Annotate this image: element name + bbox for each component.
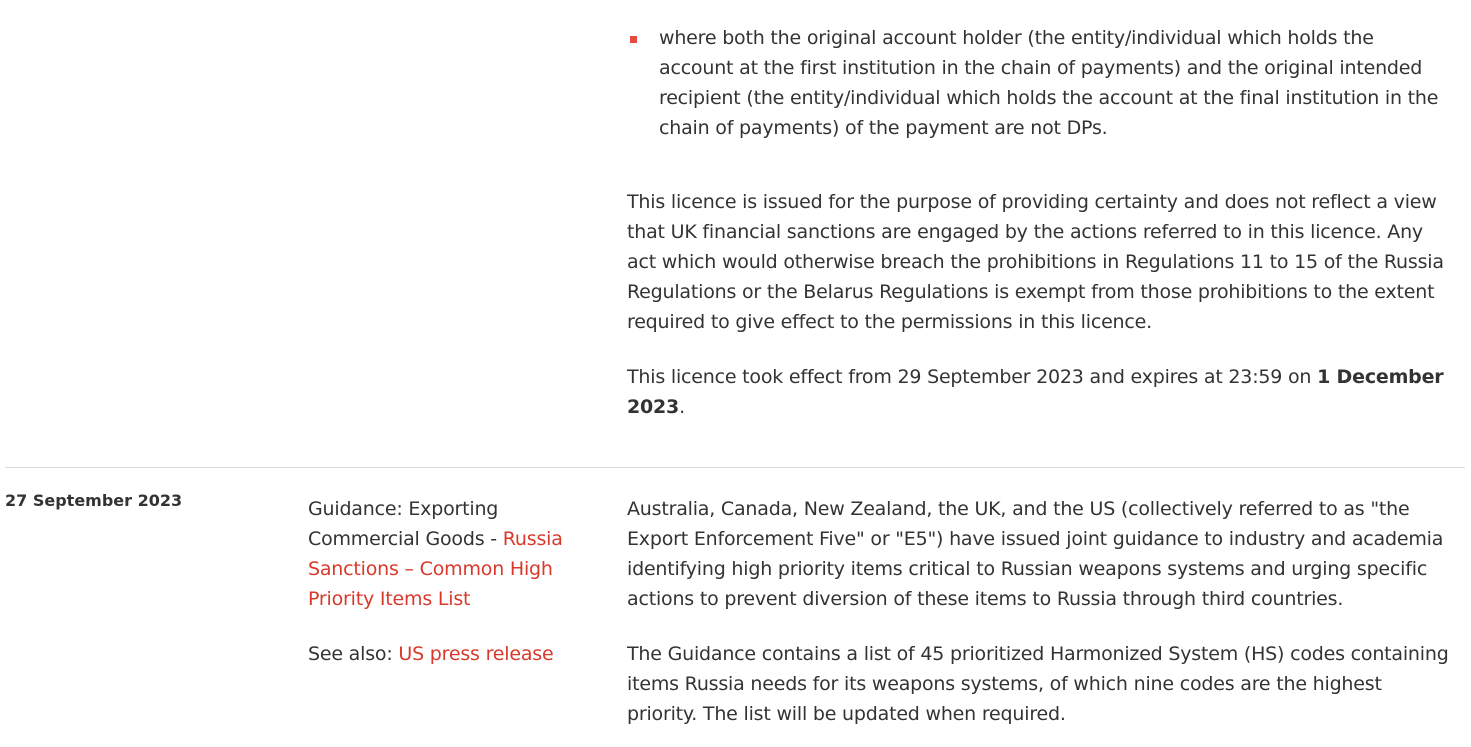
licence-conditions-list xyxy=(627,23,1447,143)
row-divider xyxy=(5,467,1465,468)
guidance-cell xyxy=(308,494,598,614)
see-also-label: See also: xyxy=(308,643,399,665)
guidance-detail-paragraph: The Guidance contains a list of 45 prioritized Harmonized System (HS) codes containing items Russia needs for its weapons systems, of which nine codes are the highest priority. The list will be updated when required. xyxy=(627,643,1449,725)
entry-date: 27 September 2023 xyxy=(5,491,183,510)
guidance-link[interactable]: Russia Sanctions – Common High Priority Items List xyxy=(308,528,563,610)
see-also-cell xyxy=(308,639,598,669)
bullet-icon xyxy=(630,36,637,43)
guidance-summary-paragraph: Australia, Canada, New Zealand, the UK, and the US (collectively referred to as "the Export Enforcement Five" or "E5") have issued joint guidance to industry and academia identifying high priority items critical to Russian weapons systems and urging specific actions to prevent diversion of these items to Russia through third countries. xyxy=(627,498,1444,610)
licence-certainty-paragraph: This licence is issued for the purpose of providing certainty and does not reflect a view that UK financial sanctions are engaged by the actions referred to in this licence. Any act which would otherwise breach the prohibitions in Regulations 11 to 15 of the Russia Regulations or the Belarus Regulations is exempt from those prohibitions to the extent required to give effect to the permissions in this licence. xyxy=(627,191,1444,333)
bullet-text: where both the original account holder (the entity/individual which holds the account at the first institution in the chain of payments) and the original intended recipient (the entity/individual which holds the account at the final institution in the chain of payments) of the payment are not DPs. xyxy=(659,27,1439,139)
licence-expiry-date: 1 December 2023 xyxy=(627,366,1444,418)
us-press-release-link[interactable]: US press release xyxy=(398,643,554,665)
licence-effect-text: This licence took effect from 29 September 2023 and expires at 23:59 on xyxy=(627,366,1318,388)
list-item xyxy=(627,23,1447,143)
licence-effect-paragraph xyxy=(627,362,1455,422)
guidance-label: Guidance: Exporting Commercial Goods - xyxy=(308,498,503,550)
licence-effect-suffix: . xyxy=(679,396,685,418)
